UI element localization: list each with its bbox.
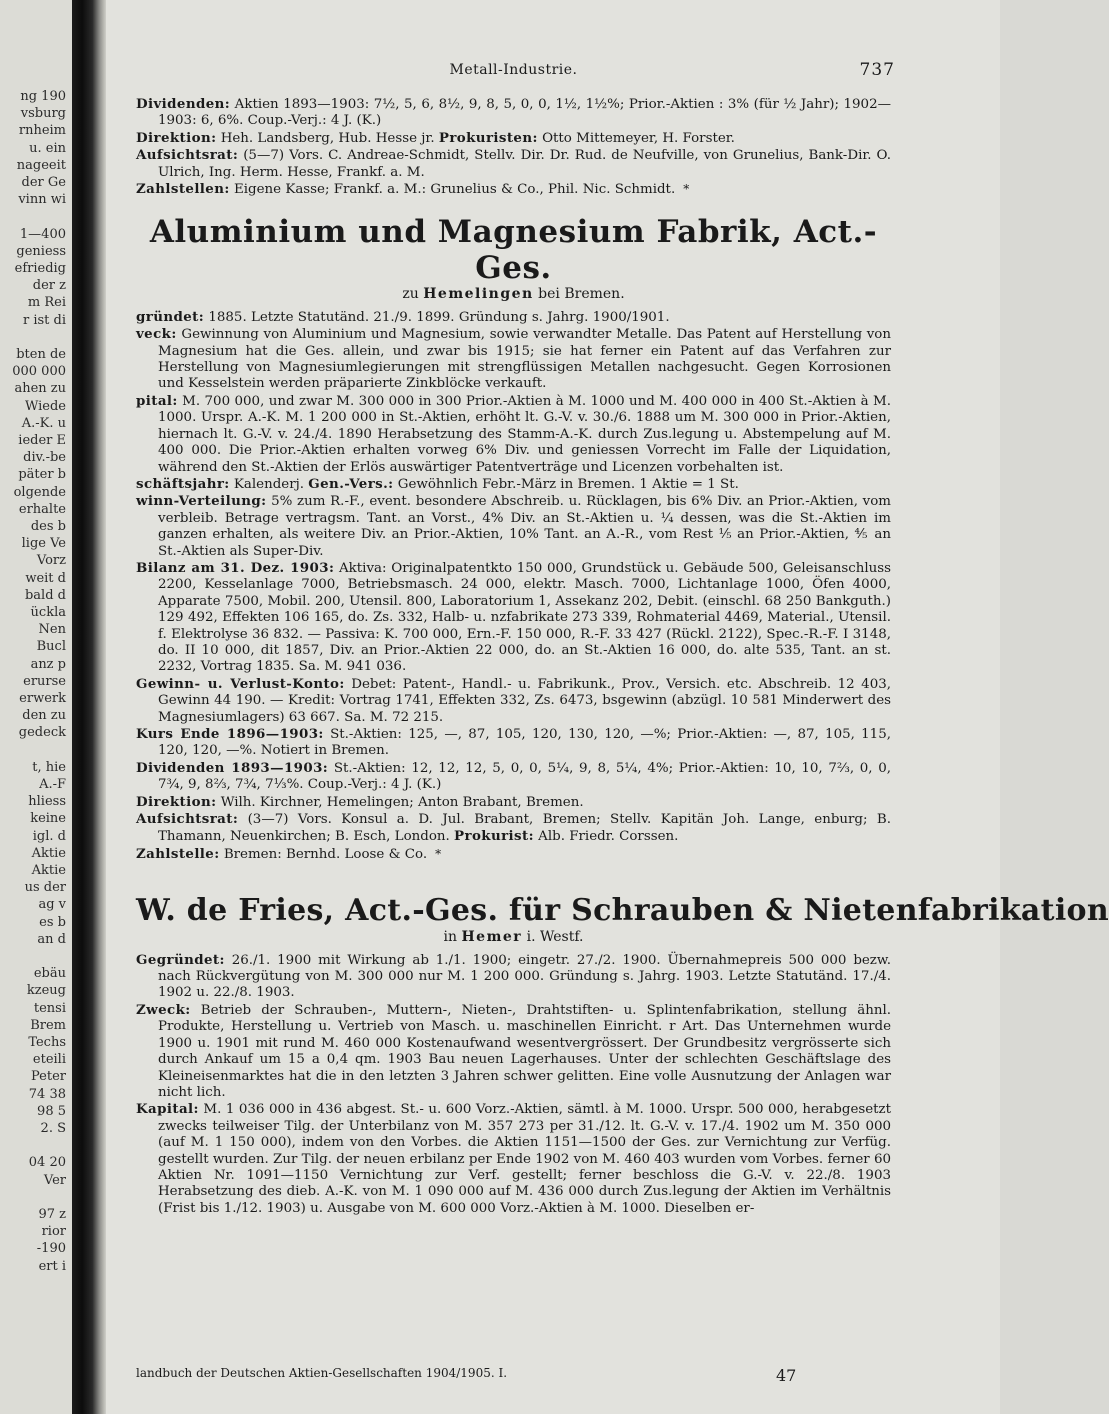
left-page-line: A.-K. u (21, 415, 66, 431)
left-page-line: ückla (30, 605, 66, 620)
left-page-line: 74 38 (28, 1086, 66, 1102)
left-page-line: 04 20 (28, 1155, 66, 1171)
field-text: Gewöhnlich Febr.-März in Bremen. 1 Aktie = 1 St. (393, 476, 739, 492)
entry-paragraph (136, 393, 891, 476)
left-page-line: 000 000 (12, 364, 66, 380)
field-text: Betrieb der Schrauben-, Muttern-, Nieten-, Drahtstiften- u. Splintenfabrikation, stellung ähnl. Produkte, Herstellung u. Vertrieb von Masch. u. maschinellen Einricht. r Art. Das Unternehmen wurde 1900 u. 1901 mit rund M. 460 000 Kostenaufwand wesentvergrössert. Der Grundbesitz vergrösserte sich durch Ankauf um 15 a 0,4 qm. 1903 Bau neuen Lagerhauses. Unter der schlechten Geschäftslage des Kleineisenmarktes hat die in den letzten 3 Jahren schwer gelitten. Eine volle Ausnutzung der Anlagen war nicht lich. (158, 1002, 891, 1100)
company-location (136, 286, 891, 302)
field-text: Heh. Landsberg, Hub. Hesse jr. (216, 130, 439, 146)
entry-paragraph (136, 726, 891, 760)
field-label: veck: (136, 326, 177, 343)
previous-entry-tail (136, 96, 891, 198)
field-text: St.-Aktien: 12, 12, 12, 5, 0, 0, 5¼, 9, 8, 5¼, 4%; Prior.-Aktien: 10, 10, 7⅔, 0, 0, 7¾, 9, 8⅔, 7¾, 7⅓%. Coup.-Verj.: 4 J. (K.) (158, 760, 891, 793)
left-page-line: igl. d (32, 828, 66, 844)
field-label: Gewinn- u. Verlust-Konto: (136, 675, 345, 692)
left-page-line: der z (32, 278, 66, 294)
left-page-line: päter b (18, 467, 66, 483)
entry-paragraph (136, 309, 891, 326)
entry-paragraph (136, 130, 891, 147)
location-suffix: bei Bremen. (533, 286, 625, 303)
entry-paragraph (136, 181, 891, 198)
left-page-line: erurse (23, 673, 66, 689)
field-text: M. 1 036 000 in 436 abgest. St.- u. 600 Vorz.-Aktien, sämtl. à M. 1000. Urspr. 500 000, herabgesetzt zwecks teilweiser Tilg. der Unterbilanz von M. 357 273 per 31./12. lt. G.-V. v. 17./4. 1902 um M. 350 000 (auf M. 1 150 000), indem von den Vorbes. die Aktien 1151—1500 der Ges. zur Vernichtung zur Verfüg. gestellt wurden. Zur Tilg. der neuen erbilanz per Ende 1902 von M. 460 403 wurden vom Vorbes. ferner 60 Aktien Nr. 1091—1150 Vernichtung zur Verf. gestellt; ferner beschloss die G.-V. v. 22./8. 1903 Herabsetzung des dieb. A.-K. von M. 1 090 000 auf M. 436 000 durch Zus.legung der Aktien im Verhältnis (Frist bis 1./12. 1903) u. Ausgabe von M. 600 000 Vorz.-Aktien à M. 1000. Dieselben er- (158, 1102, 891, 1216)
left-page-line: -190 (36, 1241, 66, 1257)
asterisk-mark: * (683, 182, 690, 197)
left-page-line: Aktie (31, 863, 66, 878)
left-page-line: Bucl (36, 639, 66, 655)
entry-paragraph (136, 1101, 891, 1217)
left-page-line: ahen zu (14, 381, 66, 397)
location-town: Hemelingen (423, 286, 534, 303)
left-page-line: des b (30, 519, 66, 534)
field-text: Alb. Friedr. Corssen. (533, 829, 679, 845)
location-town: Hemer (461, 929, 523, 946)
left-page-line: ag v (38, 897, 66, 913)
field-label: schäftsjahr: (136, 475, 230, 492)
left-page-line: ng 190 (20, 89, 66, 104)
left-page-line: us der (24, 880, 66, 896)
company-title: Aluminium und Magnesium Fabrik, Act.-Ges. (149, 214, 878, 287)
entry-paragraph (136, 794, 891, 811)
field-label: Prokurist: (454, 828, 534, 845)
left-page-line: m Rei (27, 295, 66, 311)
field-text: Otto Mittemeyer, H. Forster. (537, 130, 735, 146)
entry-paragraph (136, 96, 891, 130)
left-page-line: gedeck (18, 725, 66, 741)
left-page-line: den zu (22, 708, 66, 724)
field-text: Bremen: Bernhd. Loose & Co. (219, 846, 428, 862)
field-text: Gewinnung von Aluminium und Magnesium, sowie verwandter Metalle. Das Patent auf Herstellung von Magnesium hat die Ges. allein, und zwar bis 1915; sie hat ferner ein Patent auf das Verfahren zur Herstellung von Magnesiumlegierungen mit strengflüssigen Metallen nachgesucht. Gegen Korrosionen und Kesselstein werden präparierte Zinkblöcke verkauft. (158, 327, 891, 392)
asterisk-mark: * (435, 846, 442, 861)
left-page-line: Brem (30, 1017, 66, 1033)
field-label: Dividenden: (136, 96, 231, 112)
left-page-line: 2. S (40, 1121, 66, 1136)
entry-paragraph (136, 846, 891, 863)
left-page-line: ebäu (33, 966, 66, 982)
field-label: pital: (136, 392, 178, 409)
left-page-line: lige Ve (21, 536, 66, 552)
entry-paragraph (136, 676, 891, 726)
field-text: Wilh. Kirchner, Hemelingen; Anton Brabant, Bremen. (216, 794, 584, 810)
left-page-line: vsburg (20, 106, 66, 122)
company-entry-de-fries (136, 893, 1109, 1217)
left-page-line: vinn wi (18, 192, 66, 208)
field-label: Aufsichtsrat: (136, 811, 239, 828)
left-page-line: 98 5 (37, 1103, 66, 1119)
left-page-line: bten de (16, 347, 66, 362)
left-page-line: olgende (13, 484, 66, 500)
field-label: Direktion: (136, 793, 217, 810)
field-text: Eigene Kasse; Frankf. a. M.: Grunelius & Co., Phil. Nic. Schmidt. (229, 182, 676, 198)
entry-paragraph (136, 476, 891, 493)
entry-paragraph (136, 811, 891, 846)
left-page-line: t, hie (32, 759, 66, 775)
field-label: Bilanz am 31. Dez. 1903: (136, 559, 335, 576)
location-prefix: zu (402, 286, 424, 303)
field-text: 1885. Letzte Statutänd. 21./9. 1899. Gründung s. Jahrg. 1900/1901. (204, 309, 670, 325)
left-page-line: r ist di (22, 312, 66, 328)
left-page-line: anz p (30, 656, 66, 672)
left-page-line: nageeit (16, 157, 66, 173)
left-page-line: weit d (25, 570, 66, 586)
field-label: gründet: (136, 308, 205, 325)
field-label: Dividenden 1893—1903: (136, 759, 329, 776)
field-text: Kalenderj. (229, 476, 309, 492)
company-body (136, 952, 891, 1218)
entry-paragraph (136, 493, 891, 560)
left-page-line: Wiede (25, 398, 66, 414)
field-label: Prokuristen: (438, 129, 538, 146)
field-label: Zweck: (136, 1001, 191, 1018)
field-label: Gegründet: (136, 951, 225, 968)
entry-paragraph (136, 952, 891, 1002)
left-page-line: efriedig (14, 261, 66, 276)
footer-sheet-number: 47 (776, 1366, 797, 1385)
left-page-line: ert i (38, 1258, 66, 1274)
book-gutter (72, 0, 106, 1414)
left-page-line: an d (37, 931, 66, 947)
company-location (136, 929, 891, 945)
field-text: Aktien 1893—1903: 7½, 5, 6, 8½, 9, 8, 5, 0, 0, 1½, 1½%; Prior.-Aktien : 3% (für ½ Jahr); 1902—1903: 6, 6%. Coup.-Verj.: 4 J. (K.) (158, 97, 891, 129)
left-page-line: bald d (24, 587, 66, 603)
page-content (136, 60, 1109, 1217)
company-body (136, 309, 891, 863)
left-page-line: der Ge (21, 175, 66, 190)
company-entry-aluminium (136, 214, 891, 863)
field-text: St.-Aktien: 125, —, 87, 105, 120, 130, 120, —%; Prior.-Aktien: —, 87, 105, 115, 120, 120, —%. Notiert in Bremen. (158, 727, 891, 759)
entry-paragraph (136, 326, 891, 393)
left-page-line: Peter (31, 1069, 66, 1085)
field-label: Gen.-Vers.: (308, 475, 394, 492)
field-label: Aufsichtsrat: (136, 147, 239, 164)
field-text: Debet: Patent-, Handl.- u. Fabrikunk., Prov., Versich. etc. Abschreib. 12 403, Gewinn 44 190. — Kredit: Vortrag 1741, Effekten 332, Zs. 6473, bsgewinn (abzügl. 10 581 Minderwert des Magnesiumlagers) 63 667. Sa. M. 72 215. (158, 676, 891, 725)
running-head-title: Metall-Industrie. (449, 62, 578, 78)
book-page (106, 0, 1109, 1414)
left-page-line: 1—400 (19, 226, 66, 242)
left-page-line: Nen (38, 622, 66, 638)
field-text: 5% zum R.-F., event. besondere Abschreib. u. Rücklagen, bis 6% Div. an Prior.-Aktien, vom verbleib. Betrage vertragsm. Tant. an Vorst., 4% Div. an St.-Aktien u. ¼ dessen, was die St.-Aktien im ganzen erhalten, als weitere Div. an Prior.-Aktien, 10% Tant. an A.-R., vom Rest ⅕ an Prior.-Aktien, ⅘ an St.-Aktien als Super-Div. (158, 494, 891, 559)
left-page-line: hliess (28, 794, 66, 810)
left-page-line: 97 z (38, 1207, 66, 1222)
left-page-line: eteili (32, 1052, 66, 1068)
left-page-line: es b (39, 914, 66, 930)
left-page-line: rnheim (18, 123, 66, 139)
page-number: 737 (859, 60, 895, 80)
field-text: (5—7) Vors. C. Andreae-Schmidt, Stellv. Dir. Dr. Rud. de Neufville, von Grunelius, Bank-Dir. O. Ulrich, Ing. Herm. Hesse, Frankf. a. M. (158, 148, 891, 180)
left-page-line: div.-be (23, 450, 66, 466)
entry-paragraph (136, 1002, 891, 1101)
left-page-line: tensi (33, 1000, 66, 1016)
left-page-line: A.-F (39, 777, 66, 792)
entry-paragraph (136, 560, 891, 676)
left-page-line: ieder E (18, 433, 66, 448)
left-page-line: Techs (28, 1035, 66, 1050)
left-page-line: erwerk (19, 691, 66, 706)
left-page-line: geniess (16, 243, 66, 259)
field-label: winn-Verteilung: (136, 493, 267, 510)
location-prefix: in (443, 929, 462, 946)
running-head (136, 60, 895, 82)
left-page-line: kzeug (26, 983, 66, 999)
left-page-line: Ver (43, 1172, 66, 1188)
field-label: Kapital: (136, 1101, 199, 1118)
left-page-line: Vorz (36, 553, 66, 569)
field-text: M. 700 000, und zwar M. 300 000 in 300 Prior.-Aktien à M. 1000 und M. 400 000 in 400 St.-Aktien à M. 1000. Urspr. A.-K. M. 1 200 000 in St.-Aktien, erhöht lt. G.-V. v. 30./6. 1888 um M. 300 000 in Prior.-Aktien, hiernach lt. G.-V. v. 24./4. 1890 Herabsetzung des Stamm-A.-K. durch Zus.legung u. Abstempelung auf M. 400 000. Die Prior.-Aktien erhalten vorweg 6% Div. und geniessen Vorrecht im Falle der Liquidation, während den St.-Aktien der Erlös auswärtiger Patentverträge und Licenzen vorbehalten ist. (158, 393, 891, 475)
left-facing-page (0, 0, 72, 1414)
field-label: Zahlstellen: (136, 181, 230, 198)
left-page-line: erhalte (18, 501, 66, 517)
entry-paragraph (136, 147, 891, 181)
field-label: Zahlstelle: (136, 845, 220, 862)
company-title: W. de Fries, Act.-Ges. für Schrauben & Nietenfabrikation (136, 893, 1109, 929)
field-text: Aktiva: Originalpatentkto 150 000, Grundstück u. Gebäude 500, Geleisanschluss 2200, Kesselanlage 7000, Betriebsmasch. 24 000, elektr. Masch. 7000, Lichtanlage 1000, Öfen 4000, Apparate 7500, Mobil. 200, Utensil. 800, Laboratorium 1, Assekanz 202, Debit. (einschl. 68 250 Bankguth.) 129 492, Effekten 106 165, do. Zs. 332, Halb- u. nzfabrikate 273 339, Rohmaterial 4469, Material., Utensil. f. Elektrolyse 36 832. — Passiva: K. 700 000, Ern.-F. 150 000, R.-F. 33 427 (Rückl. 2122), Spec.-R.-F. I 3148, do. II 10 000, dit 1857, Div. an Prior.-Aktien 22 000, do. an St.-Aktien 16 000, do. alte 535, Tant. an st. 2232, Vortrag 1835. Sa. M. 941 036. (158, 560, 891, 675)
field-text: 26./1. 1900 mit Wirkung ab 1./1. 1900; eingetr. 27./2. 1900. Übernahmepreis 500 000 bezw. nach Rückvergütung von M. 300 000 nur M. 1 200 000. Gründung s. Jahrg. 1903. Letzte Statutänd. 17./4. 1902 u. 22./8. 1903. (158, 952, 891, 1001)
field-label: Direktion: (136, 129, 217, 146)
footer-book-title: landbuch der Deutschen Aktien-Gesellschaften 1904/1905. I. (136, 1366, 508, 1380)
left-page-line: keine (30, 811, 66, 827)
field-label: Kurs Ende 1896—1903: (136, 726, 324, 742)
location-suffix: i. Westf. (522, 929, 584, 946)
entry-paragraph (136, 760, 891, 794)
left-page-line: u. ein (29, 140, 66, 156)
left-page-line: Aktie (31, 845, 66, 861)
left-page-line: rior (41, 1224, 66, 1240)
field-text: (3—7) Vors. Konsul a. D. Jul. Brabant, Bremen; Stellv. Kapitän Joh. Lange, enburg; B. Thamann, Neuenkirchen; B. Esch, London. (158, 812, 891, 845)
